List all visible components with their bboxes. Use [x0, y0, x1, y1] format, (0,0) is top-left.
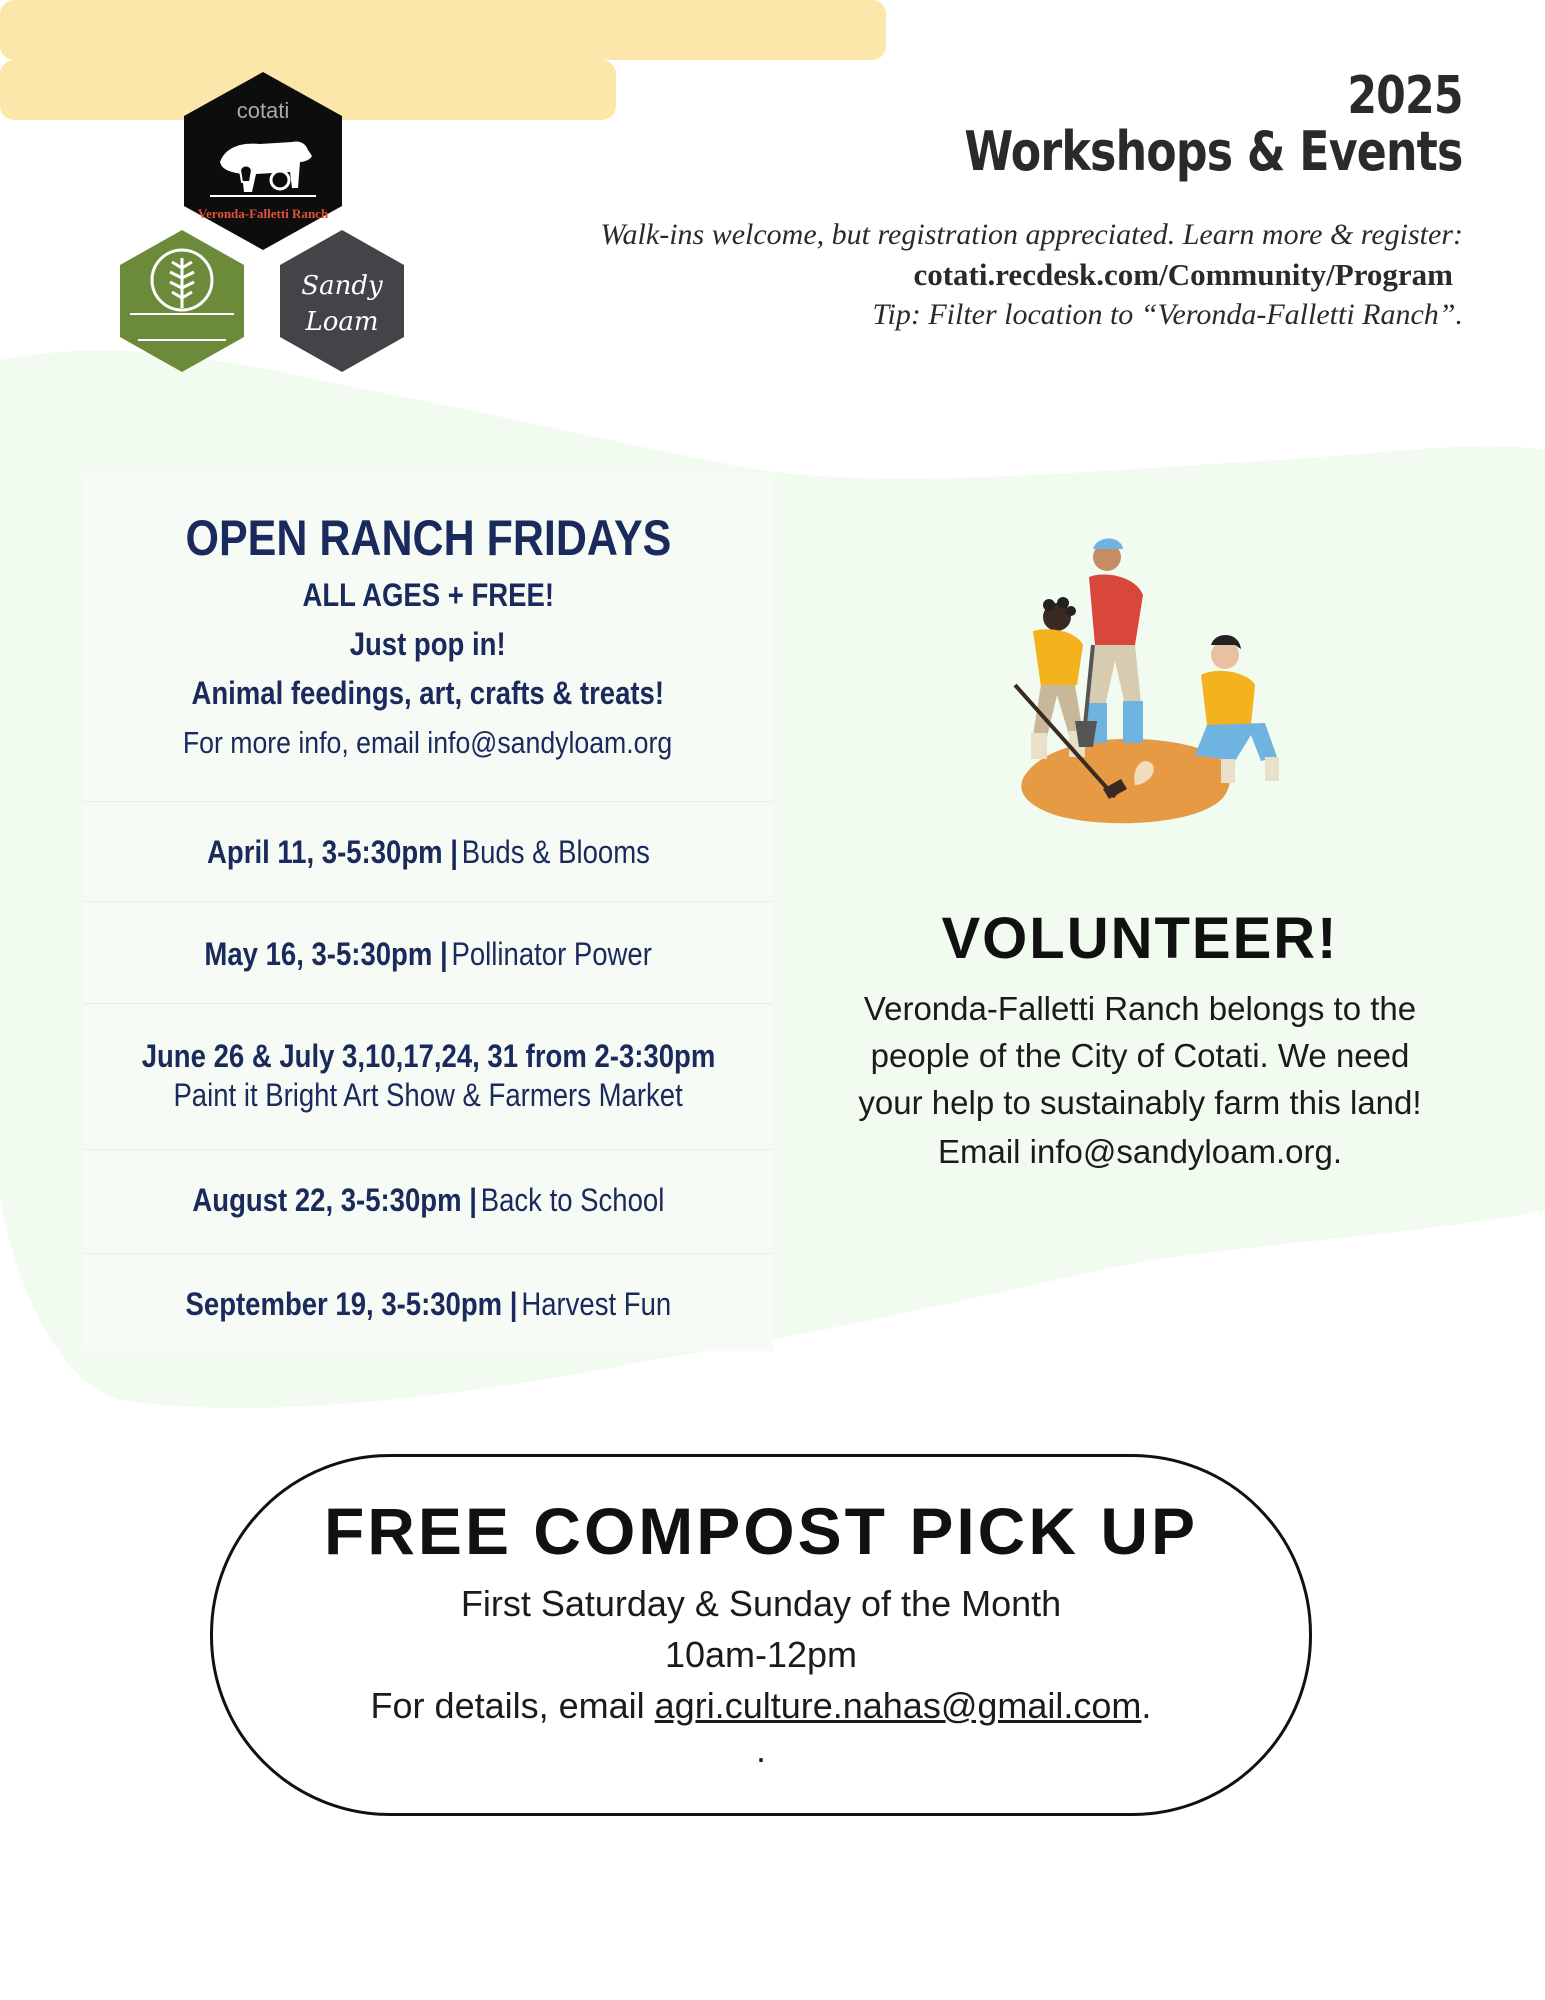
event-date: September 19, 3-5:30pm |	[185, 1286, 518, 1322]
volunteer-text: your help to sustainably farm this land!	[858, 1084, 1422, 1121]
compost-title: FREE COMPOST PICK UP	[323, 1494, 1199, 1568]
cotati-ranch-logo	[180, 70, 346, 252]
compost-schedule: First Saturday & Sunday of the Month	[460, 1583, 1062, 1624]
compost-email-link[interactable]: agri.culture.nahas@gmail.com	[654, 1685, 1142, 1726]
header-year: 2025	[1347, 66, 1463, 126]
volunteer-text: Veronda-Falletti Ranch belongs to the	[863, 990, 1417, 1027]
event-date: April 11, 3-5:30pm |	[206, 834, 458, 870]
event-name: Buds & Blooms	[461, 834, 650, 870]
event-row	[83, 801, 773, 902]
event-date: August 22, 3-5:30pm |	[192, 1182, 477, 1218]
gardeners-illustration	[985, 535, 1305, 835]
event-row	[83, 901, 773, 1004]
compost-contact-prefix: For details, email	[370, 1685, 655, 1726]
logo-ranch-text: Veronda-Falletti Ranch	[197, 206, 329, 221]
fridays-title: OPEN RANCH FRIDAYS	[185, 510, 671, 566]
compost-contact-suffix: .	[1141, 1685, 1152, 1726]
open-ranch-fridays-panel	[83, 473, 773, 1351]
volunteer-email: Email info@sandyloam.org.	[937, 1133, 1342, 1170]
sandy-loam-logo	[276, 228, 408, 374]
event-name: Pollinator Power	[451, 936, 652, 972]
logo-cotati-text: cotati	[236, 98, 290, 123]
register-url[interactable]: cotati.recdesk.com/Community/Program	[913, 257, 1453, 292]
fridays-line: Animal feedings, art, crafts & treats!	[191, 675, 665, 711]
header-title: Workshops & Events	[964, 120, 1463, 183]
volunteer-text: people of the City of Cotati. We need	[870, 1037, 1410, 1074]
compost-pickup-box	[210, 1454, 1312, 1816]
wheat-logo	[116, 228, 248, 374]
event-row	[83, 1003, 773, 1150]
volunteer-title: VOLUNTEER!	[941, 906, 1339, 971]
fridays-line: Just pop in!	[350, 626, 506, 662]
fridays-contact: For more info, email info@sandyloam.org	[183, 725, 673, 760]
notice-tip: Tip: Filter location to “Veronda-Falletti Ranch”.	[872, 298, 1463, 331]
logo-loam-text: Loam	[305, 307, 379, 337]
compost-contact	[213, 1685, 1309, 1727]
logo-sandy-text: Sandy	[301, 271, 383, 301]
event-date: May 16, 3-5:30pm |	[204, 936, 448, 972]
event-row	[83, 1149, 773, 1254]
compost-trailing-dot: .	[755, 1729, 766, 1770]
event-name: Harvest Fun	[520, 1286, 671, 1322]
event-date: June 26 & July 3,10,17,24, 31 from 2-3:30pm	[141, 1038, 715, 1074]
compost-hours: 10am-12pm	[664, 1634, 858, 1675]
fridays-line: ALL AGES + FREE!	[302, 577, 554, 613]
event-name: Back to School	[480, 1182, 664, 1218]
event-name: Paint it Bright Art Show & Farmers Market	[173, 1077, 683, 1113]
notice-text: Walk-ins welcome, but registration appreciated. Learn more & register:	[600, 218, 1463, 251]
event-row	[83, 1253, 773, 1352]
